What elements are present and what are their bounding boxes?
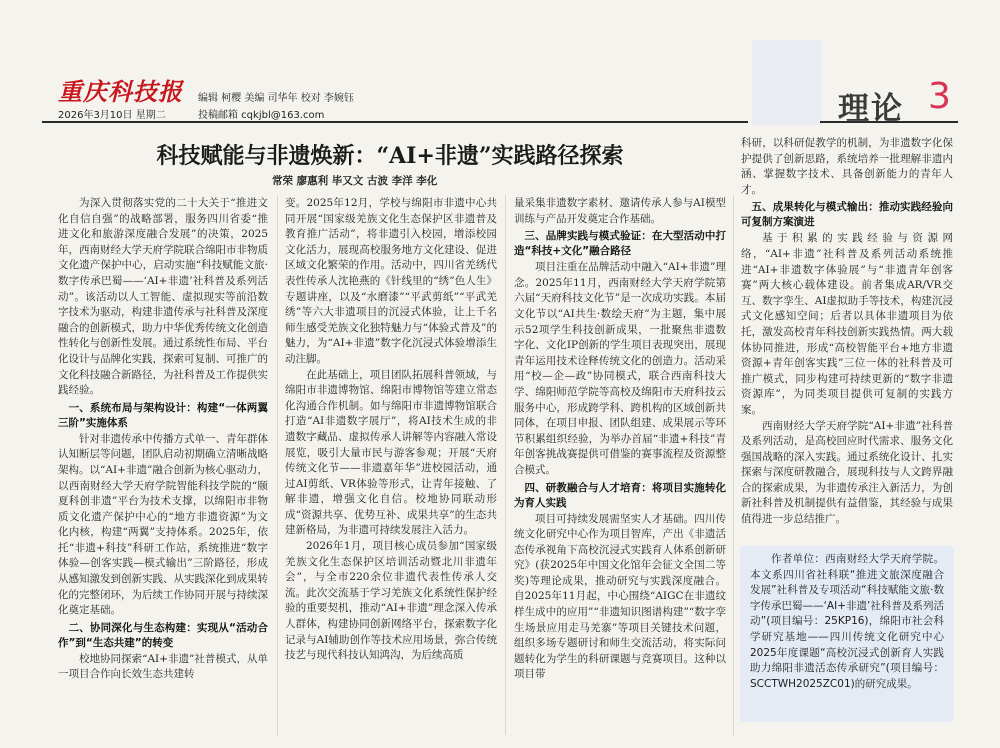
- editor-credits: 编辑 柯樱 美编 司华年 校对 李婉钰: [198, 93, 354, 104]
- article-headline: 科技赋能与非遗焕新：“AI+非遗”实践路径探索: [156, 143, 624, 169]
- column-divider: [277, 195, 278, 735]
- paragraph: 2026年1月，项目核心成员参加“国家级羌族文化生态保护区培训活动暨北川非遗年会”，与全市220余位非遗代表性传承人交流。此次交流基于学习羌族文化系统性保护经验的重要契机，推动“AI+非遗”理念深入传承人群体，构建协同创新网络平台，探索数字化记录与AI辅助创作等技术应用场景，弥合传统技艺与现代科技认知鸿沟，为后续高质: [285, 540, 497, 662]
- paragraph: 在此基础上，项目团队拓展科普领域，与绵阳市非遗博物馆、绵阳市博物馆等建立常态化沟通合作机制。如与绵阳市非遗博物馆联合打造“AI非遗数字展厅”，将AI技术生成的非遗数字藏品、虚拟传承人讲解等内容融入常设展览，吸引大量市民与游客参观；开展“天府传统文化节——非遗嘉年华”进校园活动，通过AI剪纸、VR体验等形式，让青年接触、了解非遗，增强文化自信。校地协同联动形成“资源共享、优势互补、成果共享”的生态共建新格局，为非遗可持续发展注入活力。: [285, 368, 497, 537]
- paragraph: 西南财经大学天府学院“AI+非遗”社科普及系列活动，是高校回应时代需求、服务文化强国战略的深入实践。通过系统化设计、扎实探索与深度研教融合，展现科技与人文跨界融合的探索成果，为非遗传承注入新活力，为创新社科普及机制提供有益借鉴，其经验与成果值得进一步总结推广。: [741, 419, 953, 526]
- masthead-rule: [42, 121, 748, 123]
- paragraph: 量采集非遗数字素材、邀请传承人参与AI模型训练与产品开发奠定合作基础。: [514, 197, 726, 225]
- section-heading: 五、成果转化与模式输出：推动实践经验向可复制方案演进: [741, 201, 953, 229]
- section-tint: [752, 40, 822, 125]
- paragraph: 针对非遗传承中传播方式单一、青年群体认知断层等问题，团队启动初期确立清晰战略架构。以“AI+非遗”融合创新为核心驱动力，以西南财经大学天府学院智能科技学院的“颐夏科创非遗”平台为技术支撑，以绵阳市非物质文化遗产保护中心的“地方非遗资源”为文化内核，构建“两翼”支持体系。2025年，依托“非遗+科技”科研工作站，系统推进“数字体验—创客实践—模式输出”三阶路径，形成从感知激发到创新实践、从实践深化到成果转化的完整闭环，为后续工作协同开展与持续深化奠定基础。: [58, 432, 268, 617]
- submission-email: 投稿邮箱 cqkjbl@163.com: [198, 110, 325, 121]
- paragraph: 项目可持续发展需坚实人才基础。四川传统文化研究中心作为项目智库，产出《非遗活态传承视角下高校沉浸式实践育人体系创新研究》(获2025年中国文化馆年会征文全国二等奖)等理论成果，推动研究与实践深度融合。自2025年11月起，中心围绕“AIGC在非遗纹样生成中的应用”“非遗知识图谱构建”“数字孪生场景应用走马羌寨”等项目关键技术问题，组织多场专题研讨和师生交流活动，将实际问题转化为学生的科研课题与竞赛项目。这种以项目带: [514, 512, 726, 681]
- text-column-2: [285, 196, 497, 736]
- section-heading: 四、研教融合与人才培育：将项目实施转化为育人实践: [514, 481, 726, 509]
- section-heading: 二、协同深化与生态构建：实现从“活动合作”到“生态共建”的转变: [58, 621, 268, 649]
- section-heading: 三、品牌实践与模式验证：在大型活动中打造“科技+文化”融合路径: [514, 230, 726, 258]
- page-number: 3: [928, 76, 951, 117]
- issue-date: 2026年3月10日 星期二: [58, 110, 166, 121]
- paragraph: 变。2025年12月，学校与绵阳市非遗中心共同开展“国家级羌族文化生态保护区非遗普及教育推广活动”，将非遗引入校园，增添校园文化活力，展现高校服务地方文化建设、促进区域文化繁荣的作用。活动中，四川省羌绣代表性传承人沈艳燕的《针线里的“绣”色人生》专题讲座，以及“水磨漆”“平武剪纸”“平武羌绣”等六大非遗项目的沉浸式体验，让上千名师生感受羌族文化独特魅力与“体验式普及”的魅力，为“AI+非遗”数字化沉浸式体验增添生动注脚。: [285, 197, 497, 365]
- column-divider: [733, 195, 734, 735]
- paragraph: 科研，以科研促教学的机制，为非遗数字化保护提供了创新思路，系统培养一批理解非遗内涵、掌握数字技术、具备创新能力的青年人才。: [741, 137, 953, 196]
- article-authors: 常荣 廖惠利 毕又文 古波 李洋 李化: [272, 175, 438, 187]
- column-divider: [505, 195, 506, 735]
- text-column-1: [58, 196, 268, 736]
- newspaper-logo: 重庆科技报: [58, 77, 183, 106]
- section-heading: 一、系统布局与架构设计：构建“一体两翼三阶”实施体系: [58, 401, 268, 429]
- text-column-4: [741, 136, 953, 541]
- author-note-box: [740, 546, 954, 722]
- text-column-3: [514, 196, 726, 736]
- paragraph: 校地协同探索“AI+非遗”社普模式，从单一项目合作向长效生态共建转: [58, 652, 268, 681]
- section-title: 理论: [838, 91, 904, 127]
- paragraph: 基于积累的实践经验与资源网络，“AI+非遗”社科普及系列活动系统推进“AI+非遗数字体验展”与“非遗青年创客赛”两大核心载体建设。前者集成AR/VR交互、数字孪生、AI虚拟助手等技术，构建沉浸式文化感知空间；后者以具体非遗项目为依托，激发高校青年科技创新实践热情。两大载体协同推进，形成“高校智能平台+地方非遗资源+青年创客实践”三位一体的社科普及可推广模式，同步构建可持续更新的“数字非遗资源库”，为同类项目提供可复制的实践方案。: [741, 232, 953, 416]
- paragraph: 为深入贯彻落实党的二十大关于“推进文化自信自强”的战略部署，服务四川省委“推进文化和旅游深度融合发展”的决策，2025年，西南财经大学天府学院联合绵阳市非物质文化遗产保护中心，启动实施“科技赋能文旅·数字传承巴蜀——‘AI+非遗’社科普及系列活动”。该活动以人工智能、虚拟现实等前沿数字技术为驱动，构建非遗传承与社科普及深度融合的创新模式，助力中华优秀传统文化创造性转化与创新性发展。通过系统性布局、平台化设计与品牌化实践，探索可复制、可推广的文化科技融合新路径，为社科普及工作提供实践经验。: [58, 197, 268, 397]
- paragraph: 项目注重在品牌活动中融入“AI+非遗”理念。2025年11月，西南财经大学天府学院第六届“天府科技文化节”是一次成功实践。本届文化节以“AI共生·数绘天府”为主题，集中展示52项学生科技创新成果，一批聚焦非遗数字化、文化IP创新的学生项目表现突出，展现青年运用技术诠释传统文化的创造力。活动采用“校—企—政”协同模式，联合西南科技大学、绵阳师范学院等高校及绵阳市天府科技云服务中心，形成跨学科、跨机构的区域创新共同体，在项目申报、团队组建、成果展示等环节积累组织经验，为举办首届“非遗+科技”青年创客挑战赛提供可借鉴的赛事流程及资源整合模式。: [514, 261, 726, 476]
- author-note: 作者单位：西南财经大学天府学院。本文系四川省社科联“推进文旅深度融合发展”社科普及专项活动“科技赋能文旅·数字传承巴蜀——‘AI+非遗’社科普及系列活动”(项目编号：25KP16)，绵阳市社会科学研究基地——四川传统文化研究中心2025年度课题“高校沉浸式创新育人实践助力绵阳非遗活态传承研究”(项目编号：SCCTWH2025ZC01)的研究成果。: [750, 553, 944, 690]
